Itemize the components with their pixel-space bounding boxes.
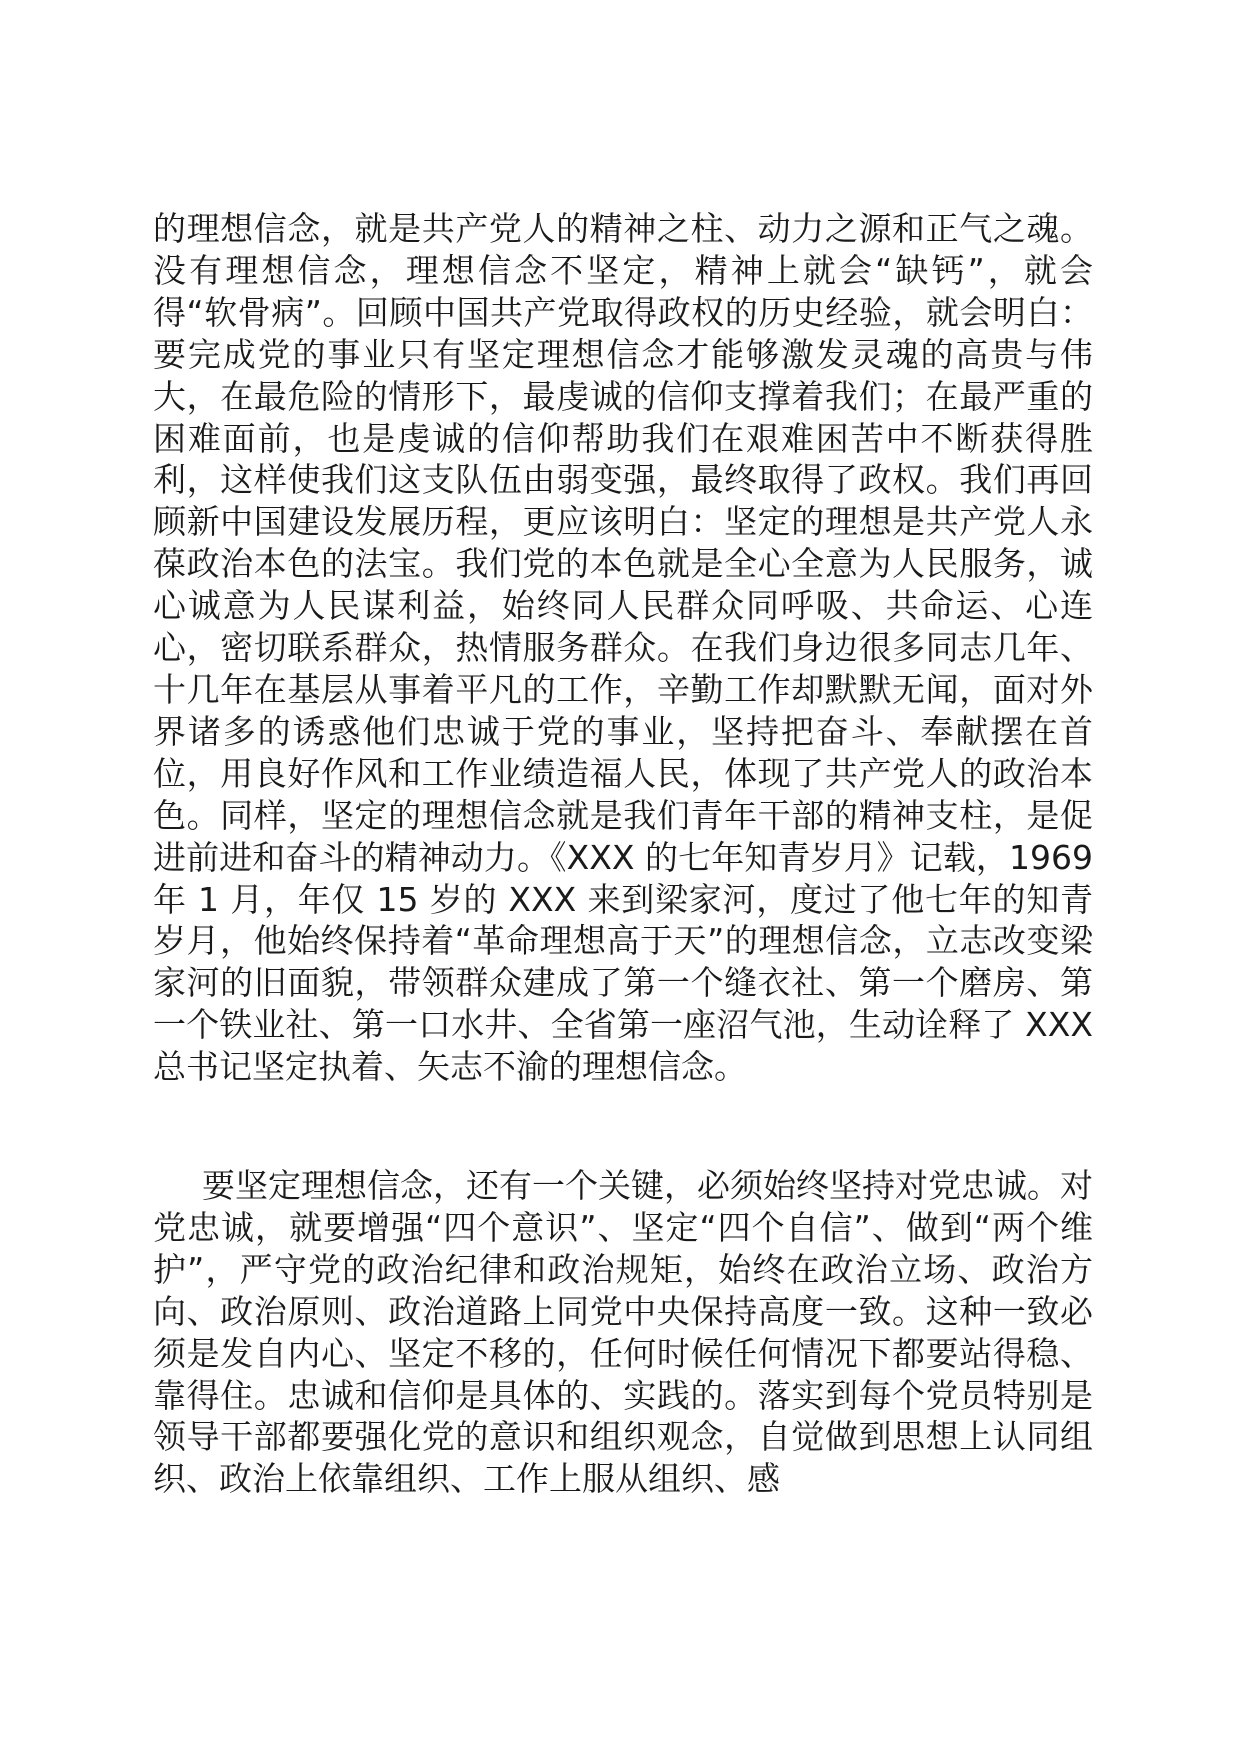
body-paragraph-1: 的理想信念，就是共产党人的精神之柱、动力之源和正气之魂。没有理想信念，理想信念不坚定，精神上就会“缺钙”，就会得“软骨病”。回顾中国共产党取得政权的历史经验，就会明白：要完成党的事业只有坚定理想信念才能够激发灵魂的高贵与伟大，在最危险的情形下，最虔诚的信仰支撑着我们；在最严重的困难面前，也是虔诚的信仰帮助我们在艰难困苦中不断获得胜利，这样使我们这支队伍由弱变强，最终取得了政权。我们再回顾新中国建设发展历程，更应该明白：坚定的理想是共产党人永葆政治本色的法宝。我们党的本色就是全心全意为人民服务，诚心诚意为人民谋利益，始终同人民群众同呼吸、共命运、心连心，密切联系群众，热情服务群众。在我们身边很多同志几年、十几年在基层从事着平凡的工作，辛勤工作却默默无闻，面对外界诸多的诱惑他们忠诚于党的事业，坚持把奋斗、奉献摆在首位，用良好作风和工作业绩造福人民，体现了共产党人的政治本色。同样，坚定的理想信念就是我们青年干部的精神支柱，是促进前进和奋斗的精神动力。《XXX 的七年知青岁月》记载，1969 年 1 月，年仅 15 岁的 XXX 来到梁家河，度过了他七年的知青岁月，他始终保持着“革命理想高于天”的理想信念，立志改变梁家河的旧面貌，带领群众建成了第一个缝衣社、第一个磨房、第一个铁业社、第一口水井、全省第一座沼气池，生动诠释了 XXX 总书记坚定执着、矢志不渝的理想信念。 (153, 209, 1093, 1087)
body-paragraph-2: 要坚定理想信念，还有一个关键，必须始终坚持对党忠诚。对党忠诚，就要增强“四个意识”、坚定“四个自信”、做到“两个维护”，严守党的政治纪律和政治规矩，始终在政治立场、政治方向、政治原则、政治道路上同党中央保持高度一致。这种一致必须是发自内心、坚定不移的，任何时候任何情况下都要站得稳、靠得住。忠诚和信仰是具体的、实践的。落实到每个党员特别是领导干部都要强化党的意识和组织观念，自觉做到思想上认同组织、政治上依靠组织、工作上服从组织、感 (153, 1166, 1093, 1499)
